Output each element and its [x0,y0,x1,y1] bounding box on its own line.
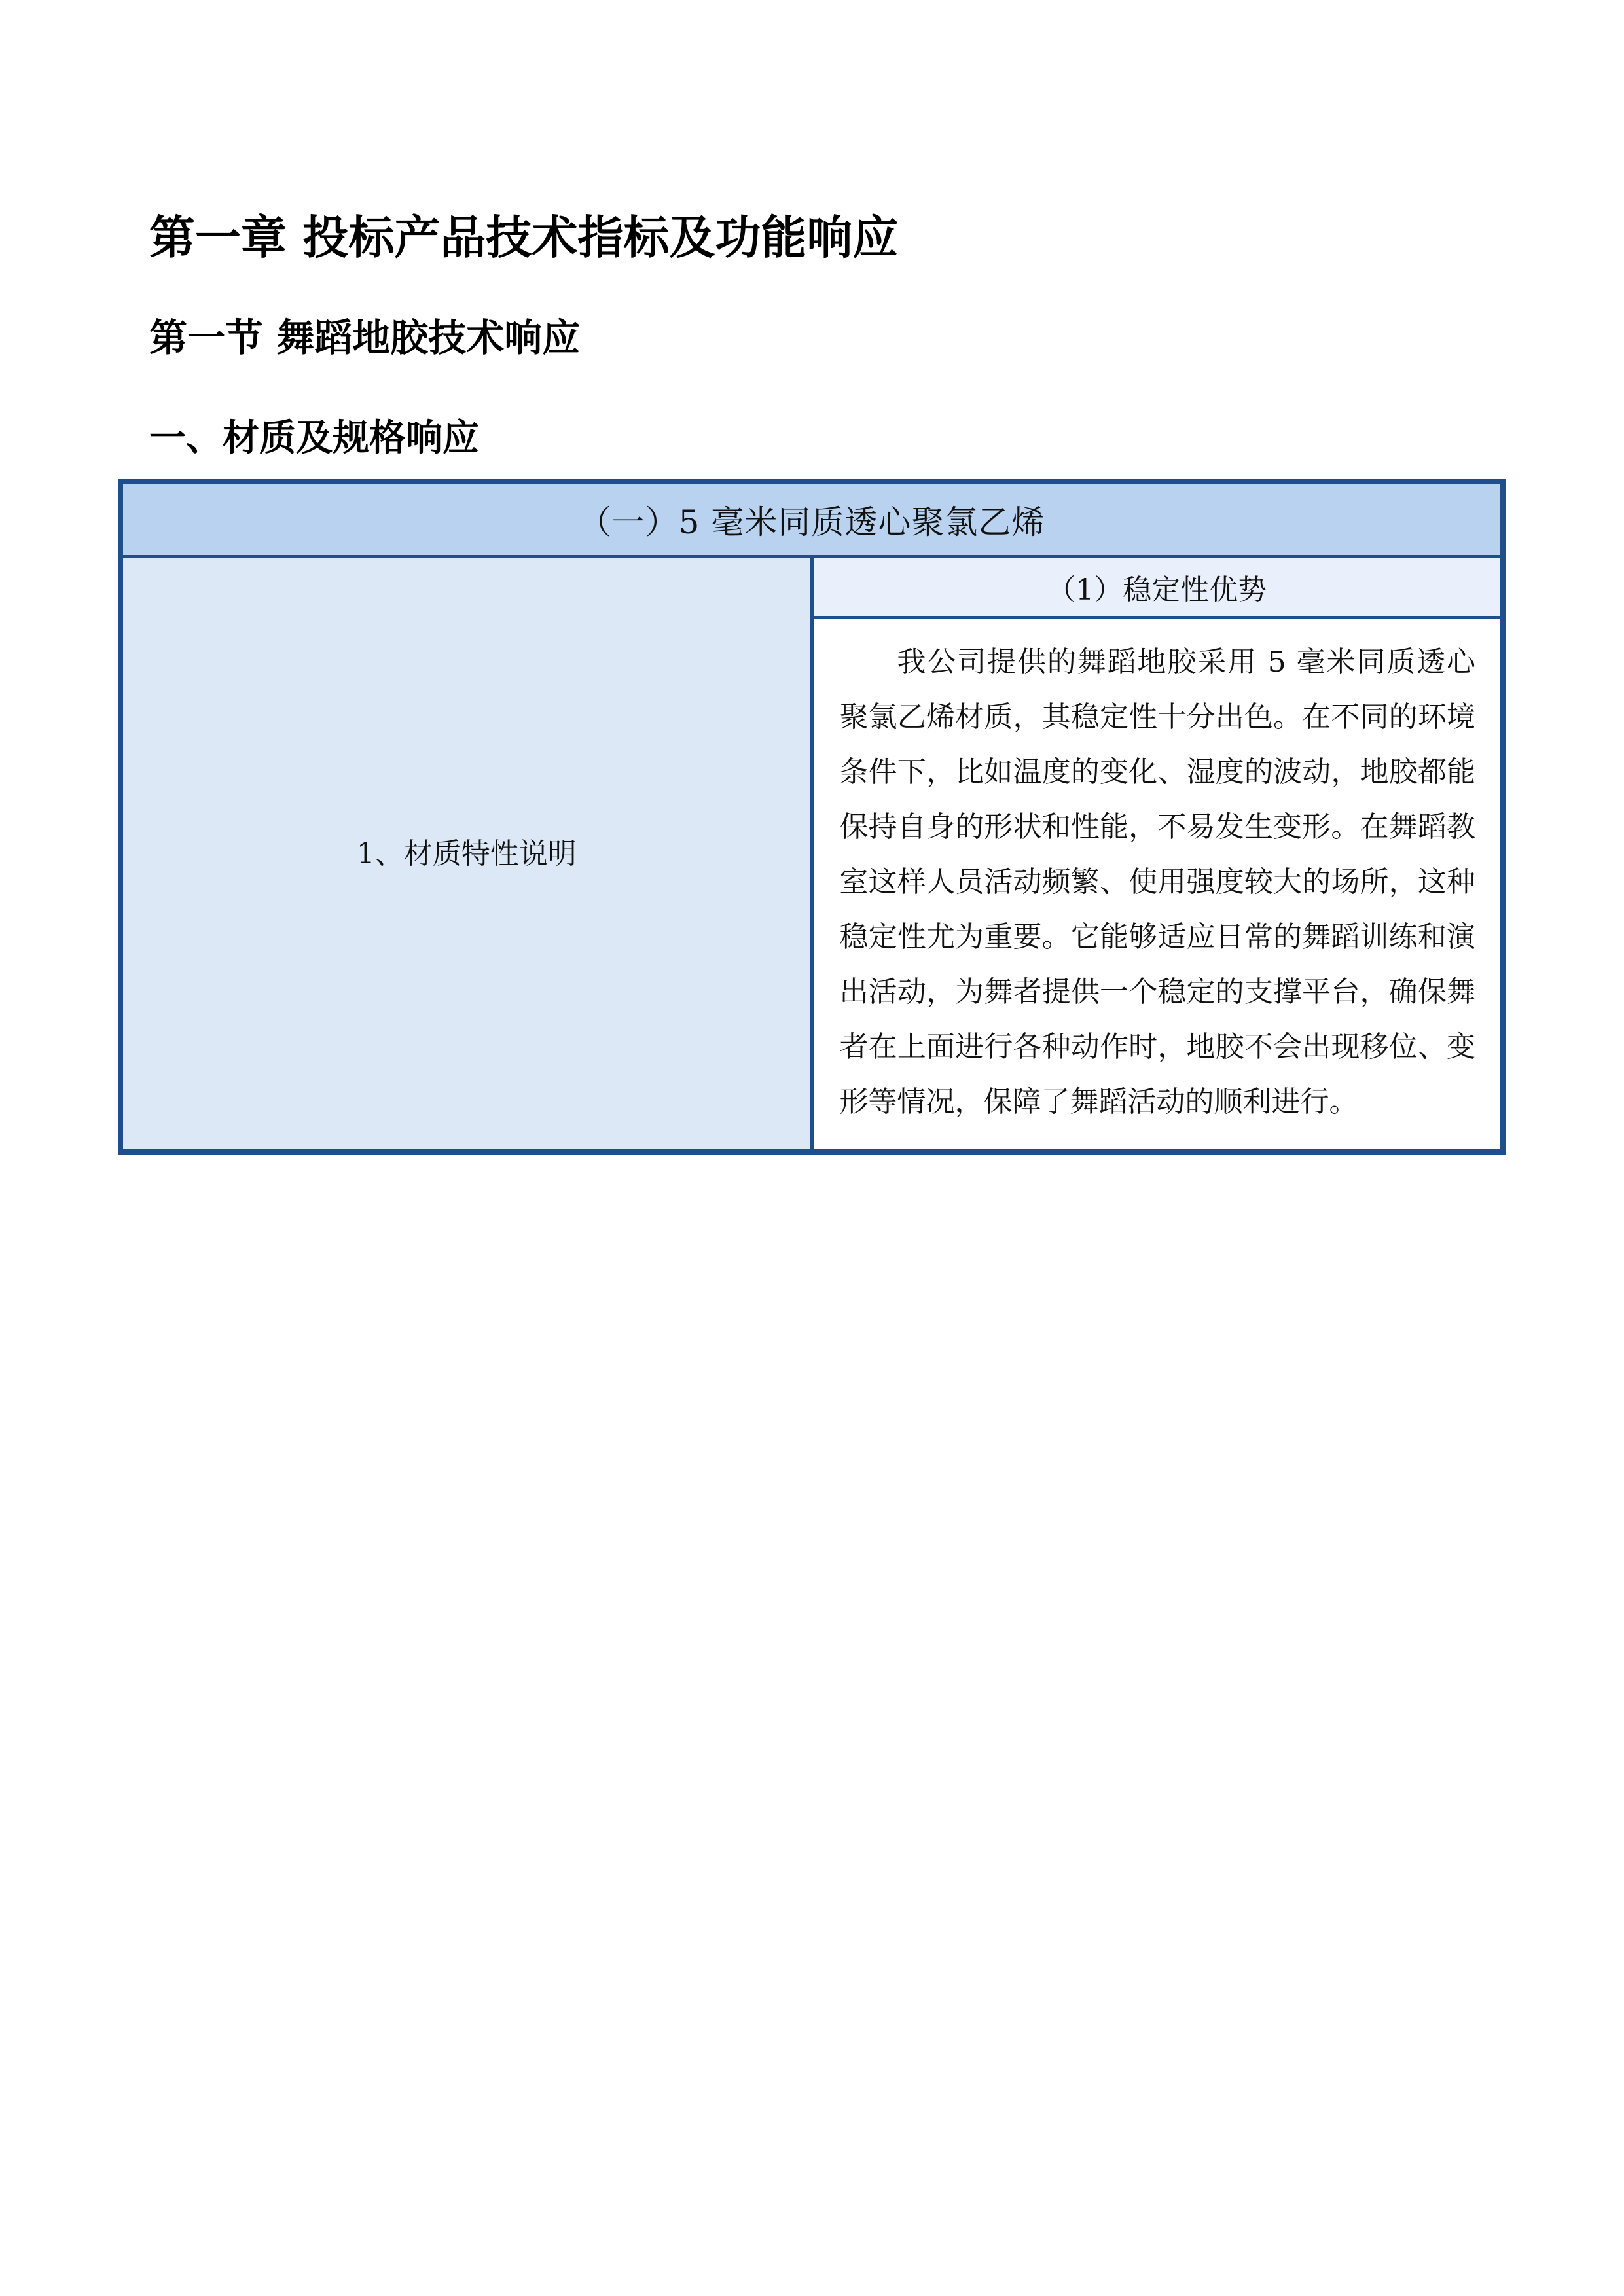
spec-table [118,479,1506,1155]
table-title-row [120,482,1503,557]
item-title-cell [812,557,1503,618]
table-title: （一）5 毫米同质透心聚氯乙烯 [578,503,1045,541]
item-title: （1）稳定性优势 [1047,573,1267,607]
item-body-cell [812,618,1503,1153]
row-label: 1、材质特性说明 [356,836,577,870]
item-body-text: 我公司提供的舞蹈地胶采用 5 毫米同质透心聚氯乙烯材质，其稳定性十分出色。在不同的环境条件下，比如温度的变化、湿度的波动，地胶都能保持自身的形状和性能，不易发生变形。在舞蹈教室这样人员活动频繁、使用强度较大的场所，这种稳定性尤为重要。它能够适应日常的舞蹈训练和演出活动，为舞者提供一个稳定的支撑平台，确保舞者在上面进行各种动作时，地胶不会出现移位、变形等情况，保障了舞蹈活动的顺利进行。 [839,645,1475,1119]
table-title-cell [120,482,1503,557]
section-title: 第一节 舞蹈地胶技术响应 [149,315,581,360]
subsection-title: 一、材质及规格响应 [149,417,479,459]
chapter-title: 第一章 投标产品技术指标及功能响应 [149,211,899,264]
table-row [120,557,1503,618]
row-label-cell [120,557,812,1153]
